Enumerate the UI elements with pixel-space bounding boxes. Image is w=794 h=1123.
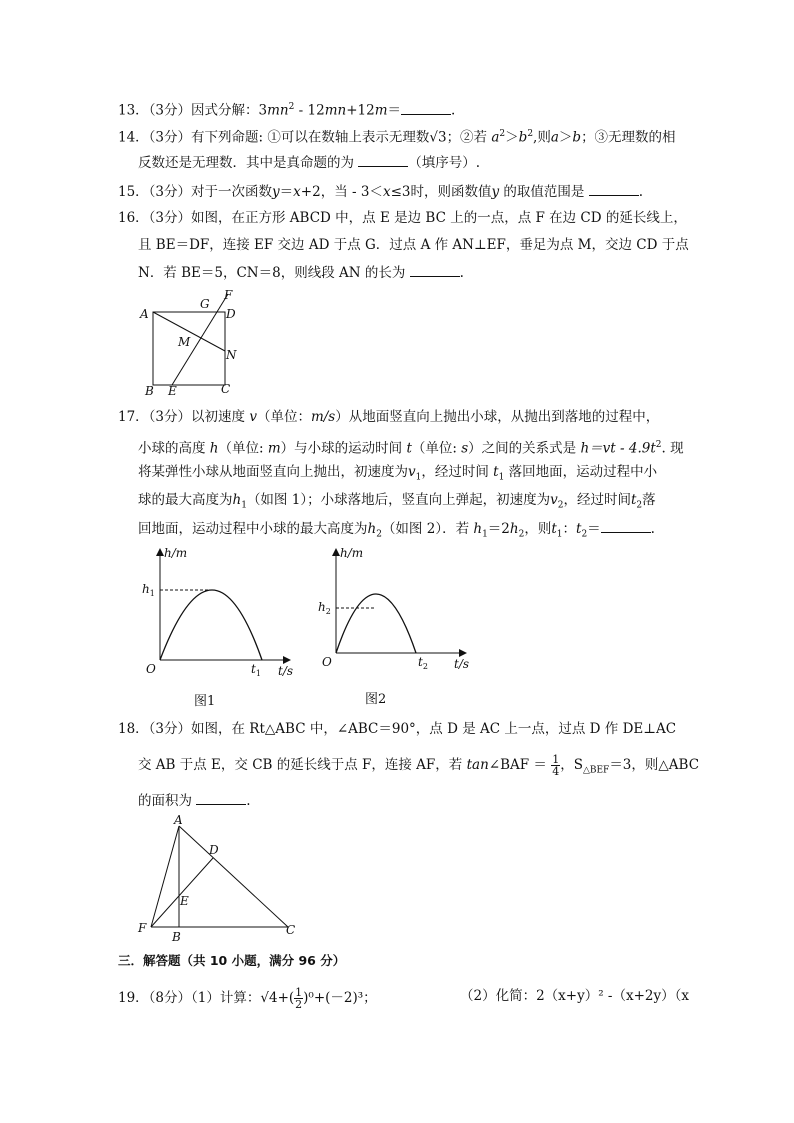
- figure-1-graph: [140, 545, 310, 680]
- fraction-one-quarter: $\frac{1}{4}$: [552, 753, 560, 778]
- label-b: B: [145, 384, 154, 398]
- section-3-title: 三．解答题（共 10 小题，满分 96 分）: [118, 953, 346, 968]
- answer-blank: [601, 519, 651, 533]
- svg-text:h/m: h/m: [164, 546, 188, 560]
- svg-text:h2: $h_2$: [318, 600, 331, 616]
- figure-2-caption: 图2: [365, 692, 387, 707]
- label-b: B: [172, 930, 181, 944]
- question-14-line2: 反数还是无理数．其中是真命题的为 （填序号）.: [138, 155, 481, 171]
- figure-square: [136, 285, 246, 400]
- label-f: F: [138, 921, 147, 935]
- answer-blank: [196, 791, 246, 805]
- question-17-line2: 小球的高度 h（单位: m）与小球的运动时间 t（单位: s）之间的关系式是 $h=vt - 4.9t^2$. 现: [138, 440, 684, 457]
- label-g: G: [200, 297, 210, 311]
- question-16-line2: 且 BE＝DF，连接 EF 交边 AD 于点 G．过点 A 作 AN⊥EF，垂足为点 M，交边 CD 于点: [138, 237, 689, 253]
- question-17-line4: 球的最大高度为$h_1$（如图 1）；小球落地后，竖直向上弹起，初速度为$v_2$，经过时间$t_2$落: [138, 492, 656, 511]
- label-n: N: [226, 348, 237, 362]
- figure-2-graph: [316, 545, 486, 680]
- label-a: A: [140, 307, 149, 321]
- question-19-part2: （2）化简：2（x+y）² -（x+2y）（x: [460, 988, 689, 1004]
- question-16-line1: 16．（3分）如图，在正方形 ABCD 中，点 E 是边 BC 上的一点，点 F 在边 CD 的延长线上，: [118, 210, 687, 226]
- label-d: D: [209, 843, 219, 857]
- label-d: D: [226, 307, 236, 321]
- question-18-line2: 交 AB 于点 E，交 CB 的延长线于点 F，连接 AF，若 tan∠BAF ＝ $\frac{1}{4}$ ，$S_{\triangle BEF}=3$，则△ABC: [138, 753, 700, 778]
- question-18-line3: 的面积为 .: [138, 793, 251, 809]
- svg-text:h/m: h/m: [340, 546, 364, 560]
- question-16-line3: N．若 BE＝5，CN＝8，则线段 AN 的长为 .: [138, 265, 464, 281]
- label-e: E: [168, 384, 177, 398]
- label-f: F: [224, 288, 233, 302]
- figure-triangle: [136, 813, 306, 948]
- svg-text:t1: $t_1$: [251, 662, 261, 678]
- svg-text:O: O: [322, 655, 332, 669]
- question-18-line1: 18．（3分）如图，在 Rt△ABC 中，∠ABC＝90°，点 D 是 AC 上一点，过点 D 作 DE⊥AC: [118, 721, 677, 737]
- svg-text:t2: $t_2$: [418, 655, 428, 671]
- answer-blank: [401, 101, 451, 115]
- question-17-line1: 17．（3分）以初速度 v（单位：m/s）从地面竖直向上抛出小球，从抛出到落地的过程中，: [118, 409, 660, 425]
- answer-blank: [589, 182, 639, 196]
- question-15: 15．（3分）对于一次函数y＝x+2，当 - 3＜x≤3时，则函数值y 的取值范围是 .: [118, 184, 643, 200]
- label-c: C: [286, 923, 296, 937]
- svg-text:h1: $h_1$: [142, 582, 155, 598]
- svg-text:O: O: [146, 662, 156, 676]
- answer-blank: [358, 153, 408, 167]
- question-17-line5: 回地面，运动过程中小球的最大高度为$h_2$（如图 2）．若 $h_1=2h_2$，则$t_1$：$t_2=$ .: [138, 521, 655, 540]
- svg-text:t/s: t/s: [454, 657, 470, 671]
- question-14-line1: 14．（3分）有下列命题: ①可以在数轴上表示无理数√3；②若 $a^2>b^2$,则a＞b；③无理数的相: [118, 129, 676, 146]
- question-13: 13．（3分）因式分解：$3mn^2 - 12mn+12m=$ .: [118, 102, 456, 119]
- label-m: M: [178, 335, 191, 349]
- figure-1-caption: 图1: [194, 694, 216, 709]
- label-a: A: [174, 813, 183, 827]
- label-e: E: [180, 894, 189, 908]
- question-17-line3: 将某弹性小球从地面竖直向上抛出，初速度为$v_1$，经过时间 $t_1$ 落回地面，运动过程中小: [138, 464, 658, 483]
- svg-text:t/s: t/s: [278, 664, 294, 678]
- question-19: 19．（8分）（1）计算：√4+( $\frac{1}{2}$ )⁰+(－2)³；: [118, 986, 377, 1011]
- answer-blank: [410, 263, 460, 277]
- label-c: C: [221, 382, 231, 396]
